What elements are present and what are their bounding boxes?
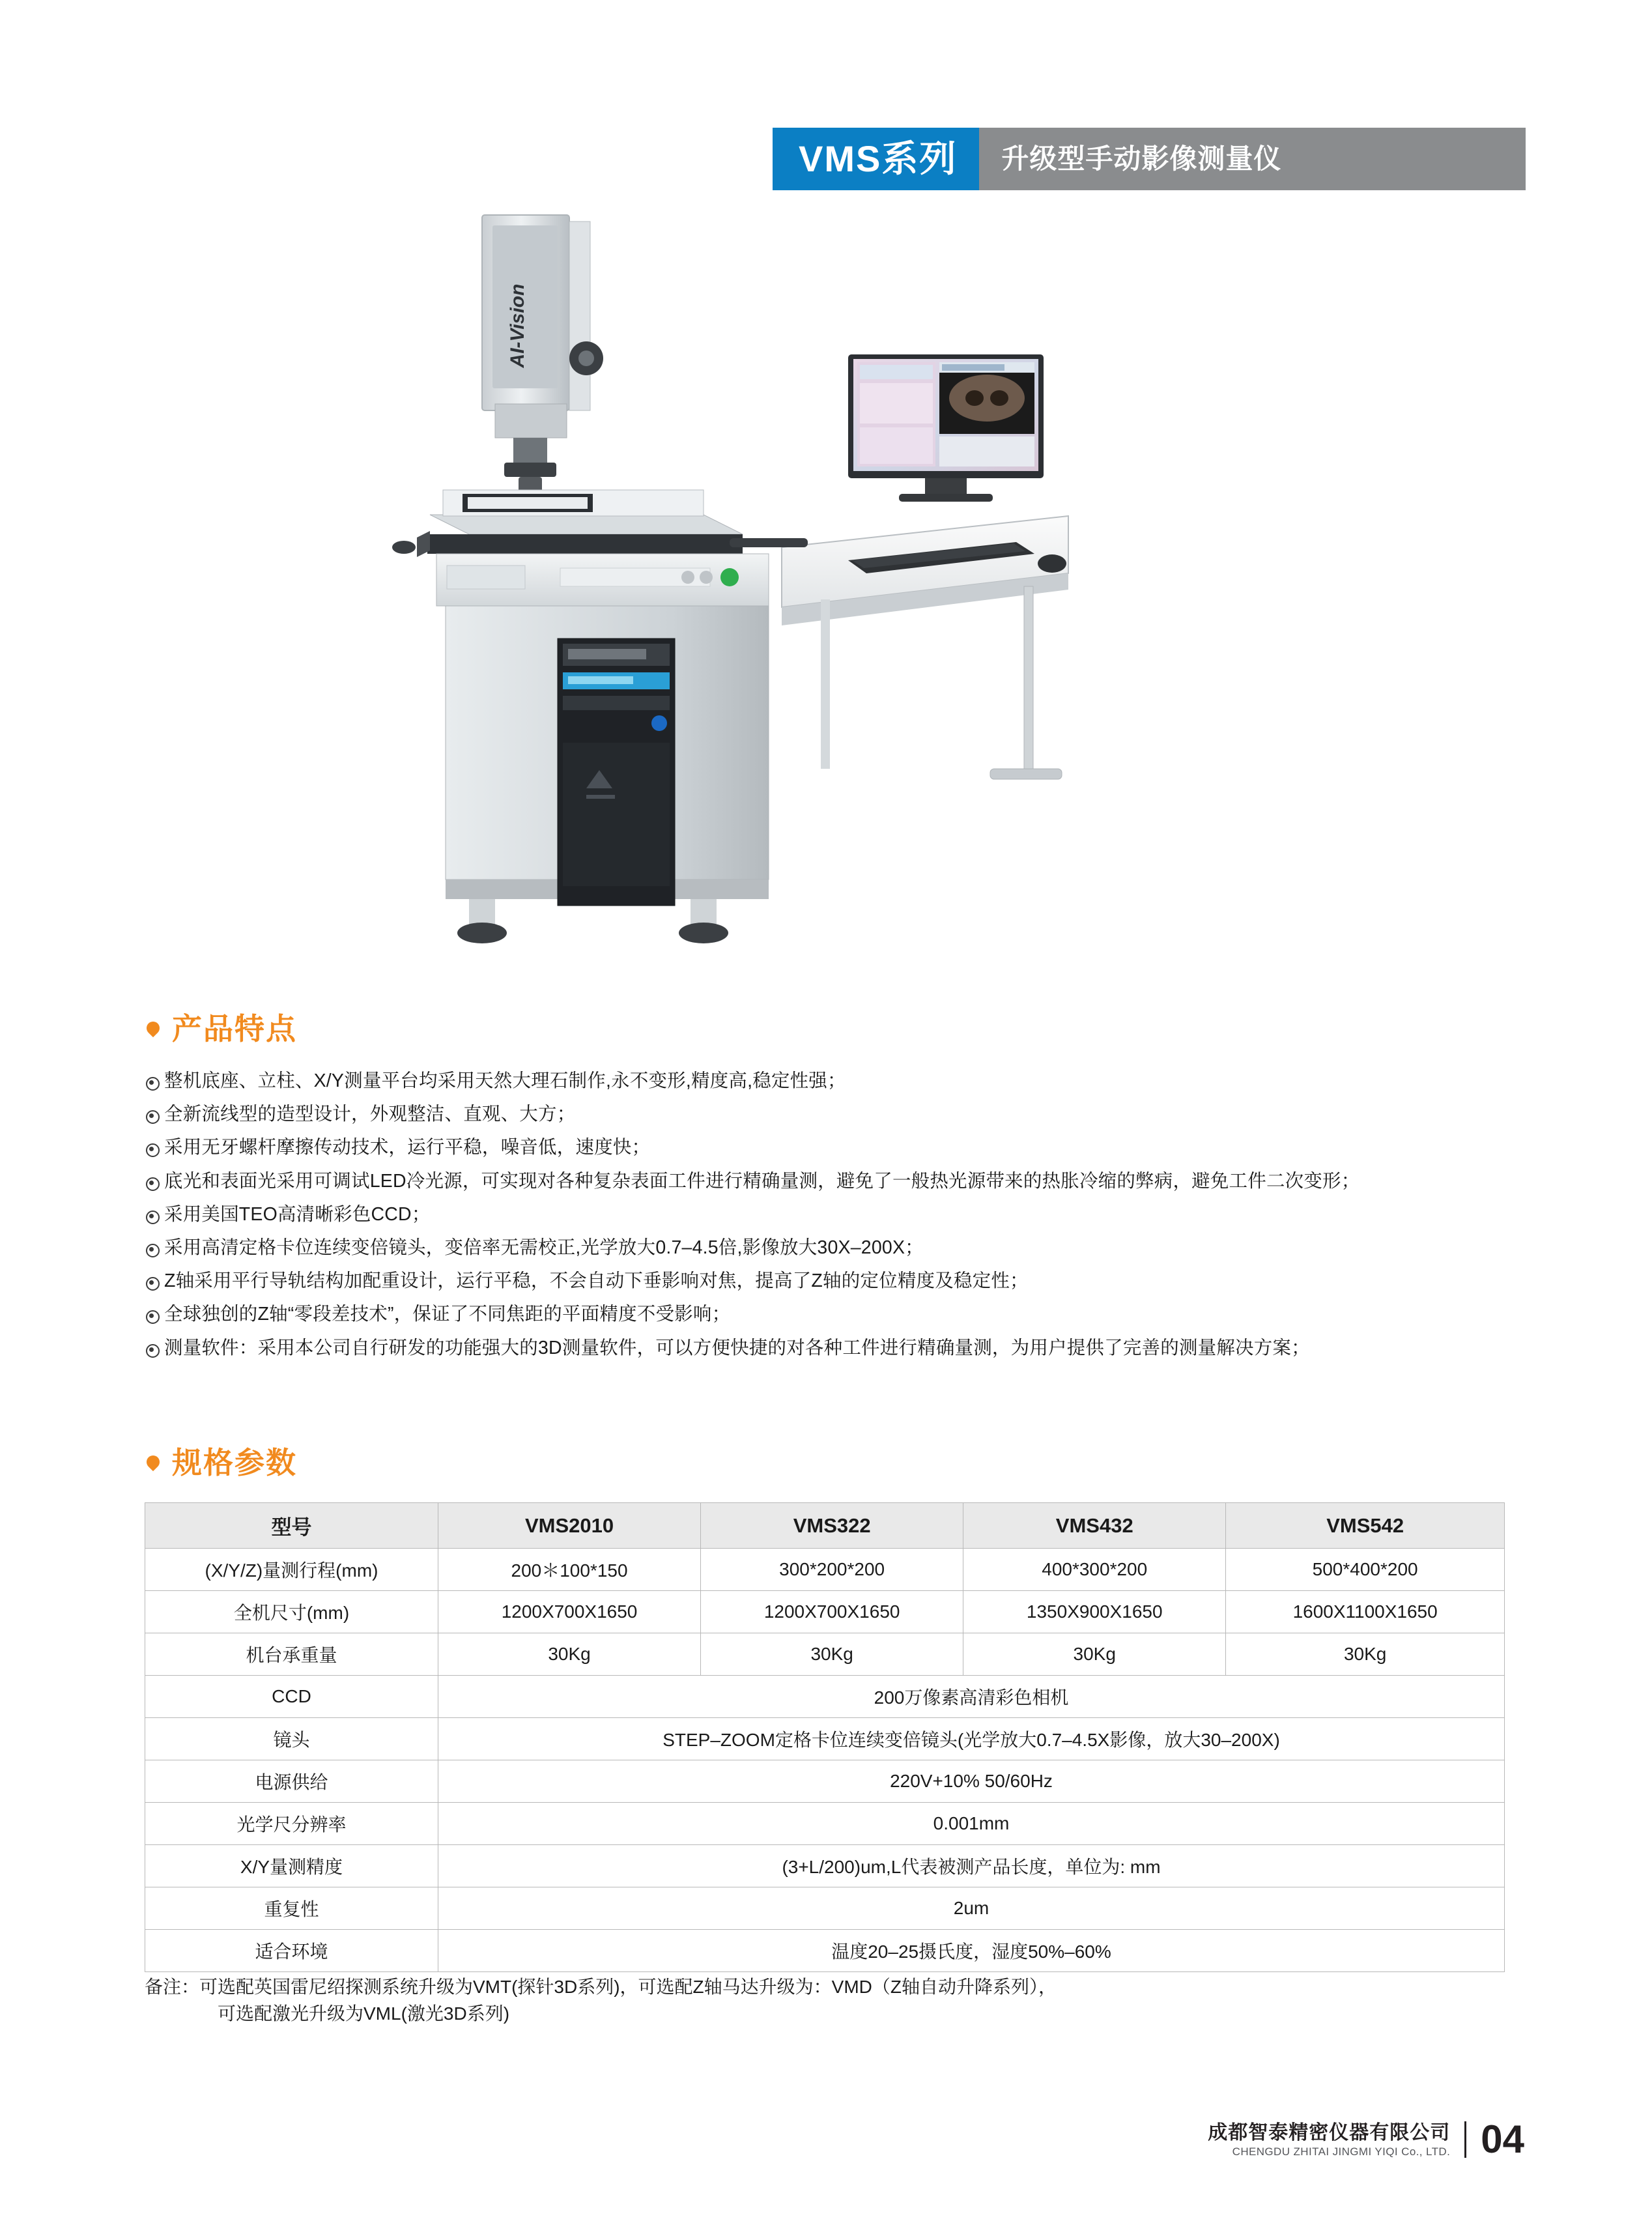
row-label: 机台承重量 xyxy=(145,1633,438,1676)
page-banner xyxy=(773,128,1526,190)
row-label: 全机尺寸(mm) xyxy=(145,1591,438,1633)
product-photo xyxy=(365,208,1303,984)
company-name-en: CHENGDU ZHITAI JINGMI YIQI Co., LTD. xyxy=(1232,2145,1451,2158)
droplet-icon xyxy=(145,1452,162,1474)
table-header-cell: VMS2010 xyxy=(438,1503,701,1549)
table-row xyxy=(145,1887,1505,1930)
bullet-icon xyxy=(145,1171,164,1194)
row-label: 适合环境 xyxy=(145,1930,438,1972)
table-cell: 1350X900X1650 xyxy=(963,1591,1226,1633)
features-section-title xyxy=(145,1014,297,1044)
page-footer xyxy=(1208,2117,1524,2161)
table-cell: 1200X700X1650 xyxy=(438,1591,701,1633)
banner-series-title: VMS系列 xyxy=(773,128,979,190)
bullet-icon xyxy=(145,1338,164,1360)
row-label: CCD xyxy=(145,1676,438,1718)
table-header-cell: VMS432 xyxy=(963,1503,1226,1549)
measuring-machine xyxy=(392,215,808,943)
table-cell: 200＊100*150 xyxy=(438,1549,701,1591)
feature-text: 采用高清定格卡位连续变倍镜头，变倍率无需校正,光学放大0.7–4.5倍,影像放大30X–200X； xyxy=(164,1237,924,1258)
note-line-2: 可选配激光升级为VML(激光3D系列) xyxy=(218,2003,510,2024)
table-cell: 30Kg xyxy=(701,1633,963,1676)
note-line-1: 备注：可选配英国雷尼绍探测系统升级为VMT(探针3D系列)，可选配Z轴马达升级为：VMD（Z轴自动升降系列）， xyxy=(145,1977,1057,1997)
feature-text: 采用美国TEO高清晰彩色CCD； xyxy=(164,1203,431,1225)
features-title-label: 产品特点 xyxy=(172,1012,297,1046)
feature-item xyxy=(145,1202,1532,1227)
table-cell: 1600X1100X1650 xyxy=(1226,1591,1505,1633)
monitor xyxy=(848,354,1044,502)
table-cell: 30Kg xyxy=(438,1633,701,1676)
row-label: 电源供给 xyxy=(145,1760,438,1803)
table-cell: 温度20–25摄氏度，湿度50%–60% xyxy=(438,1930,1505,1972)
bullet-icon xyxy=(145,1271,164,1293)
table-cell: STEP–ZOOM定格卡位连续变倍镜头(光学放大0.7–4.5X影像，放大30–200X) xyxy=(438,1718,1505,1760)
spec-note xyxy=(145,1974,1513,2027)
table-cell: 300*200*200 xyxy=(701,1549,963,1591)
bullet-icon xyxy=(145,1238,164,1260)
table-header-cell: 型号 xyxy=(145,1503,438,1549)
bullet-icon xyxy=(145,1138,164,1160)
footer-divider xyxy=(1464,2121,1466,2158)
feature-item xyxy=(145,1336,1532,1360)
table-header-cell: VMS322 xyxy=(701,1503,963,1549)
svg-text:AI-Vision: AI-Vision xyxy=(507,283,528,368)
row-label: 重复性 xyxy=(145,1887,438,1930)
table-row xyxy=(145,1676,1505,1718)
spec-table xyxy=(145,1502,1505,1972)
table-row xyxy=(145,1930,1505,1972)
table-cell: 200万像素高清彩色相机 xyxy=(438,1676,1505,1718)
table-cell: 220V+10% 50/60Hz xyxy=(438,1760,1505,1803)
table-row xyxy=(145,1760,1505,1803)
bullet-icon xyxy=(145,1071,164,1093)
banner-subtitle: 升级型手动影像测量仪 xyxy=(979,128,1526,190)
table-cell: 30Kg xyxy=(1226,1633,1505,1676)
bullet-icon xyxy=(145,1304,164,1326)
table-row xyxy=(145,1633,1505,1676)
feature-item xyxy=(145,1268,1532,1293)
table-cell: 30Kg xyxy=(963,1633,1226,1676)
table-cell: 1200X700X1650 xyxy=(701,1591,963,1633)
footer-company xyxy=(1208,2121,1450,2159)
row-label: X/Y量测精度 xyxy=(145,1845,438,1887)
feature-item xyxy=(145,1235,1532,1260)
table-row xyxy=(145,1591,1505,1633)
feature-text: 全球独创的Z轴“零段差技术”，保证了不同焦距的平面精度不受影响； xyxy=(164,1304,731,1325)
table-header-row xyxy=(145,1503,1505,1549)
feature-item xyxy=(145,1068,1532,1093)
table-cell: 500*400*200 xyxy=(1226,1549,1505,1591)
feature-text: 底光和表面光采用可调试LED冷光源，可实现对各种复杂表面工件进行精确量测，避免了一般热光源带来的热胀冷缩的弊病，避免工件二次变形； xyxy=(164,1170,1360,1192)
table-cell: 400*300*200 xyxy=(963,1549,1226,1591)
feature-text: 采用无牙螺杆摩擦传动技术，运行平稳，噪音低，速度快； xyxy=(164,1137,651,1158)
feature-item xyxy=(145,1102,1532,1126)
table-cell: 0.001mm xyxy=(438,1803,1505,1845)
features-list xyxy=(145,1068,1532,1369)
table-row xyxy=(145,1803,1505,1845)
droplet-icon xyxy=(145,1018,162,1040)
feature-text: Z轴采用平行导轨结构加配重设计，运行平稳，不会自动下垂影响对焦，提高了Z轴的定位精度及稳定性； xyxy=(164,1270,1029,1292)
spec-table-wrapper xyxy=(145,1502,1505,1972)
feature-text: 测量软件：采用本公司自行研发的功能强大的3D测量软件，可以方便快捷的对各种工件进行精确量测，为用户提供了完善的测量解决方案； xyxy=(164,1337,1310,1358)
table-row xyxy=(145,1718,1505,1760)
bullet-icon xyxy=(145,1104,164,1126)
table-cell: (3+L/200)um,L代表被测产品长度，单位为: mm xyxy=(438,1845,1505,1887)
bullet-icon xyxy=(145,1205,164,1227)
table-header-cell: VMS542 xyxy=(1226,1503,1505,1549)
feature-text: 整机底座、立柱、X/Y测量平台均采用天然大理石制作,永不变形,精度高,稳定性强； xyxy=(164,1070,846,1091)
feature-item xyxy=(145,1135,1532,1160)
table-cell: 2um xyxy=(438,1887,1505,1930)
table-row xyxy=(145,1845,1505,1887)
specs-title-label: 规格参数 xyxy=(172,1446,297,1480)
specs-section-title xyxy=(145,1448,297,1478)
pc-tower xyxy=(558,638,675,906)
company-name-cn: 成都智泰精密仪器有限公司 xyxy=(1208,2121,1451,2143)
row-label: 光学尺分辨率 xyxy=(145,1803,438,1845)
row-label: (X/Y/Z)量测行程(mm) xyxy=(145,1549,438,1591)
row-label: 镜头 xyxy=(145,1718,438,1760)
table-row xyxy=(145,1549,1505,1591)
feature-text: 全新流线型的造型设计，外观整洁、直观、大方； xyxy=(164,1104,576,1125)
page-number: 04 xyxy=(1481,2117,1524,2161)
feature-item xyxy=(145,1169,1532,1194)
feature-item xyxy=(145,1302,1532,1326)
